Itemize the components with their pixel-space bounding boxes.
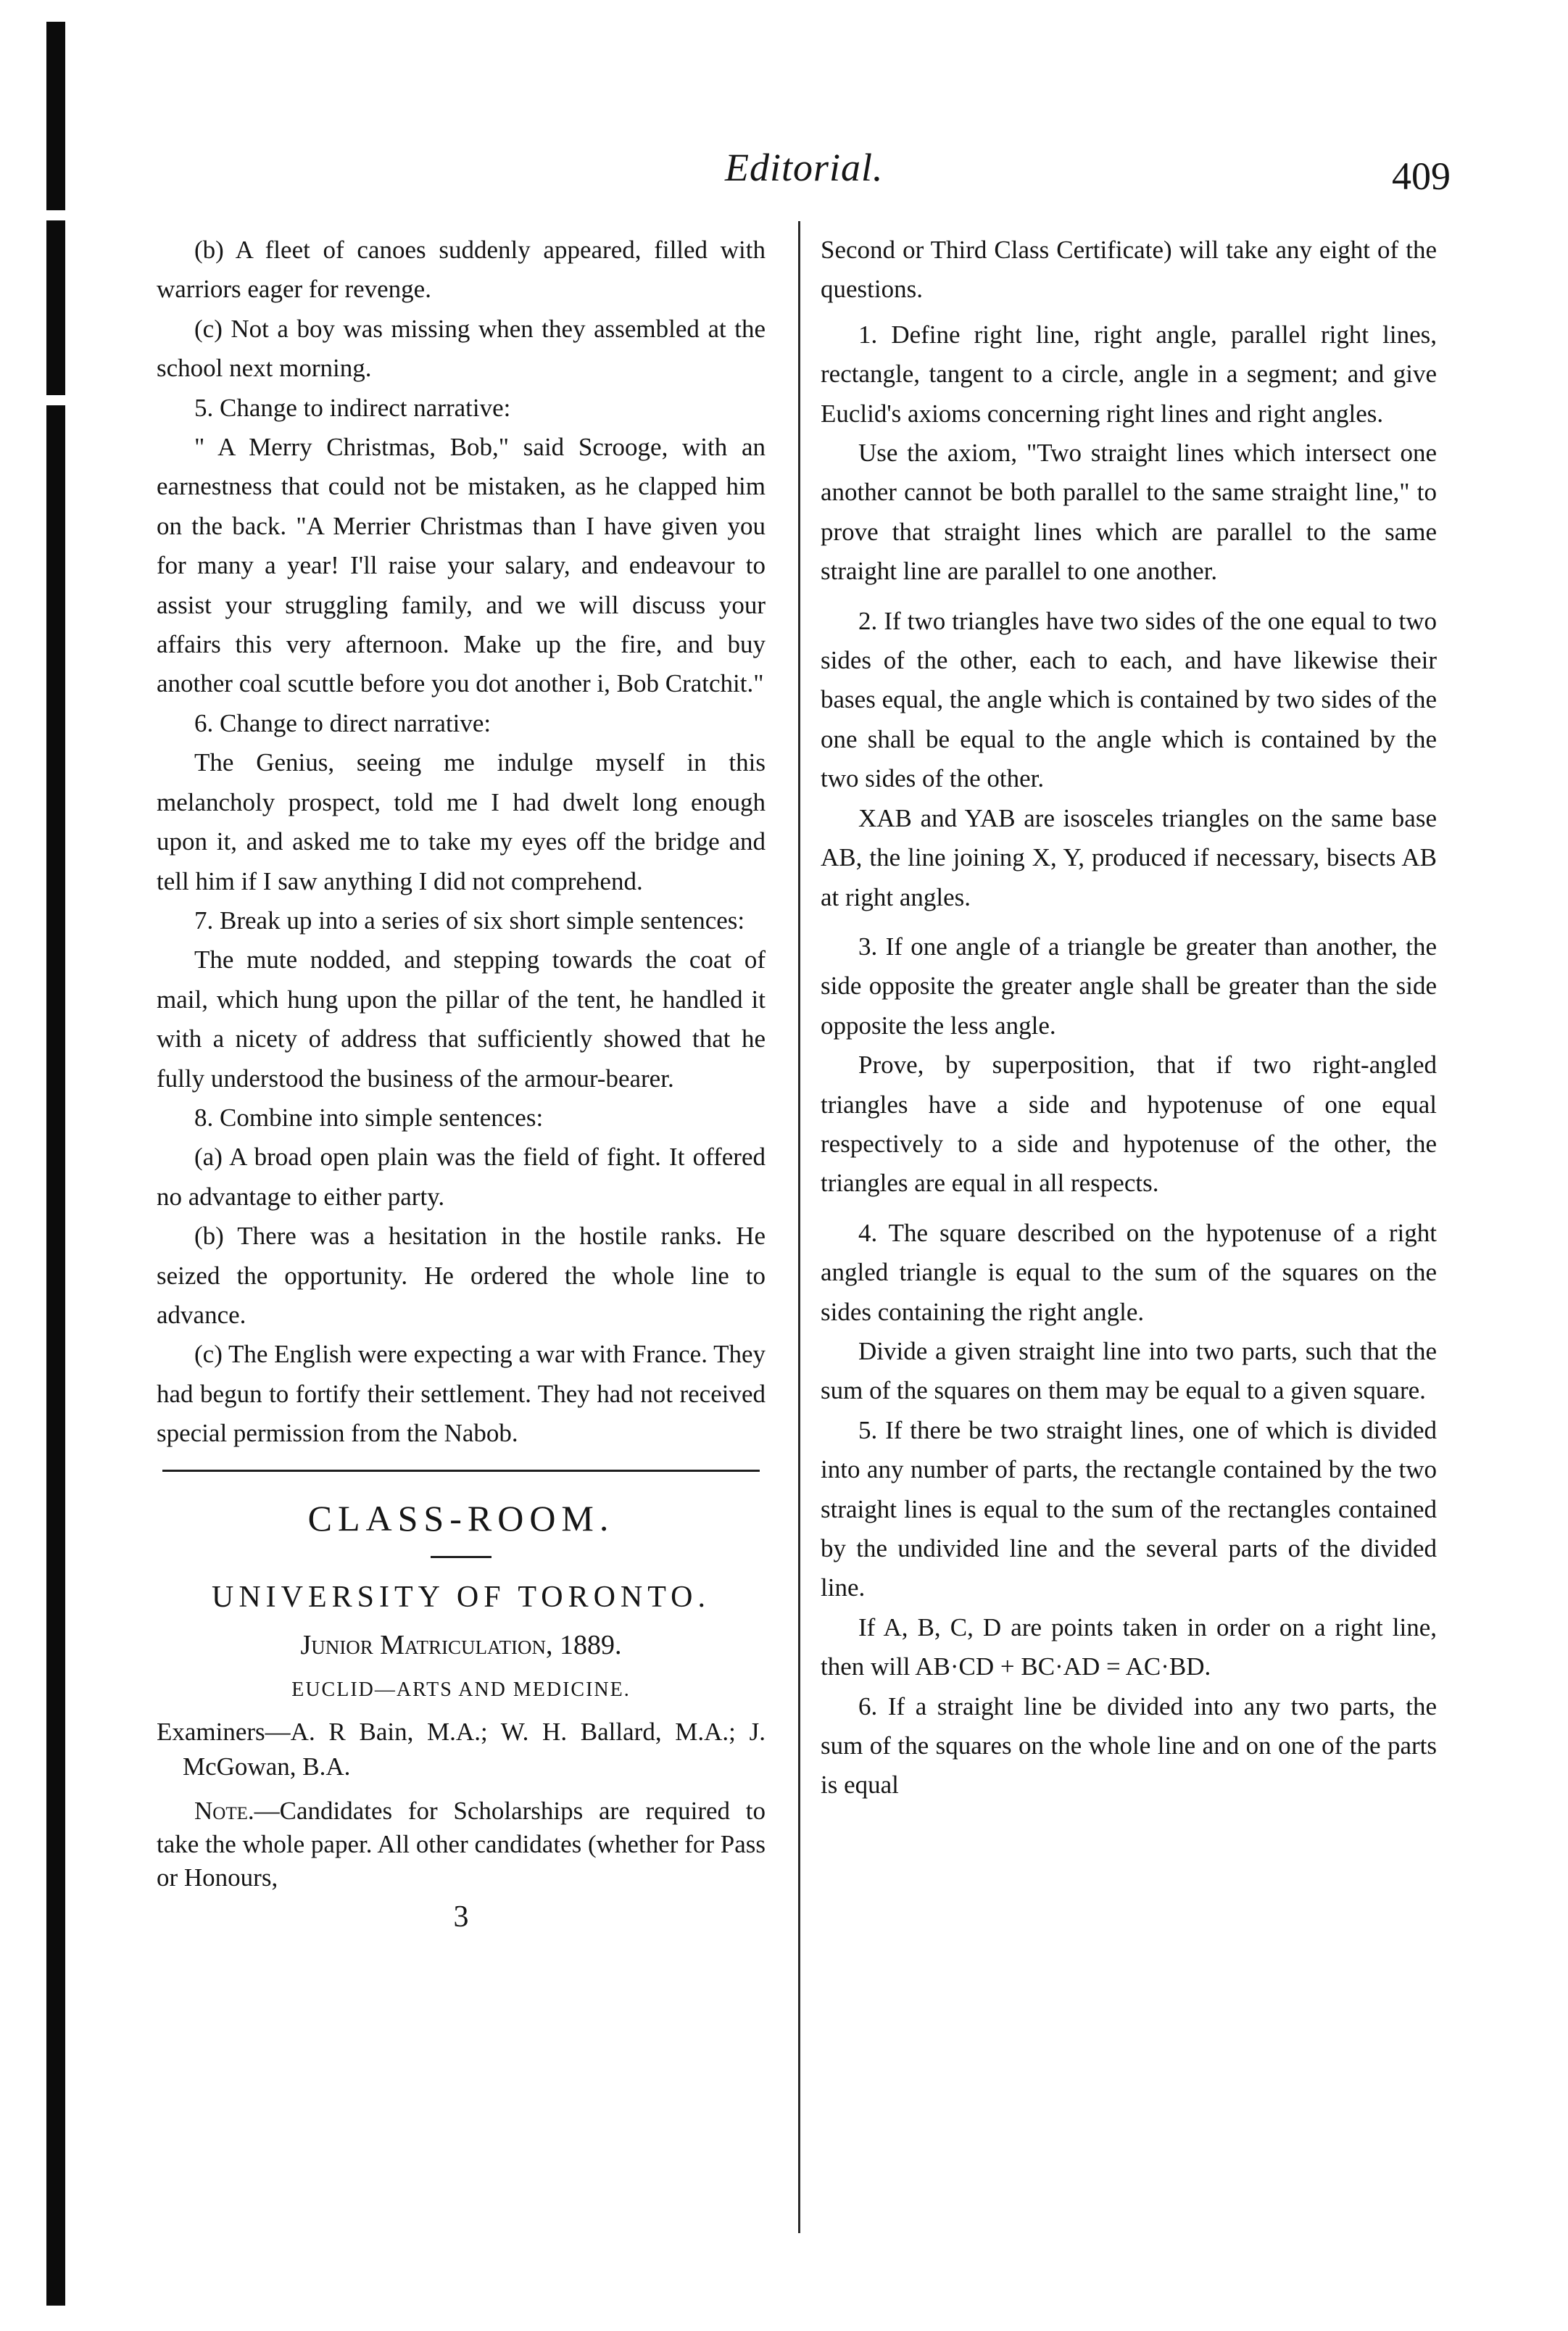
paragraph: " A Merry Christmas, Bob," said Scrooge, with an earnestness that could not be mistaken, as he clapped him on the back. "A Merrier Christmas than I have given you for many a year! I'll raise your salary, and endeavour to assist your struggling family, and we will discuss your affairs this very afternoon. Make up the fire, and buy another coal scuttle before you dot another i, Bob Cratchit." (157, 433, 766, 698)
paragraph: 6. If a straight line be divided into any two parts, the sum of the squares on the whole line and on one of the parts is equal (821, 1692, 1437, 1800)
subject-heading: EUCLID—ARTS AND MEDICINE. (291, 1678, 631, 1701)
paragraph: Second or Third Class Certificate) will take any eight of the questions. (821, 236, 1437, 304)
paragraph: XAB and YAB are isosceles triangles on the same base AB, the line joining X, Y, produced if necessary, bisects AB at right angles. (821, 803, 1437, 911)
note-label: Note. (194, 1796, 254, 1825)
paragraph: 8. Combine into simple sentences: (194, 1103, 544, 1132)
paragraph: 6. Change to direct narrative: (194, 708, 491, 737)
scan-edge-mark (45, 395, 67, 405)
examiners-line: Examiners—A. R Bain, M.A.; W. H. Ballard, M.A.; J. McGowan, B.A. (157, 1717, 766, 1781)
paragraph: (b) There was a hesitation in the hostile ranks. He seized the opportunity. He ordered the whole line to advance. (157, 1222, 766, 1329)
paragraph: 2. If two triangles have two sides of the one equal to two sides of the other, each to each, and have likewise their bases equal, the angle which is contained by two sides of the one shall be equal to the angle which is contained by the two sides of the other. (821, 606, 1437, 793)
paragraph: The mute nodded, and stepping towards the coat of mail, which hung upon the pillar of the tent, he handled it with a nicety of address that sufficiently showed that he fully understood the business of the armour-bearer. (157, 945, 766, 1093)
signature-folio: 3 (453, 1900, 469, 1934)
paragraph: Prove, by superposition, that if two right-angled triangles have a side and hypotenuse of one equal respectively to a side and hypotenuse of the other, the triangles are equal in all respects. (821, 1051, 1437, 1198)
paragraph: The Genius, seeing me indulge myself in this melancholy prospect, told me I had dwelt long enough upon it, and asked me to take my eyes off the bridge and tell him if I saw anything I did not comprehend. (157, 748, 766, 895)
paragraph: (b) A fleet of canoes suddenly appeared, filled with warriors eager for revenge. (157, 236, 766, 304)
paragraph: 5. Change to indirect narrative: (194, 393, 511, 422)
scan-edge-mark (45, 210, 67, 220)
left-column (157, 231, 766, 1937)
column-divider (798, 221, 800, 2233)
exam-heading: Junior Matriculation, 1889. (300, 1629, 622, 1660)
paragraph: 3. If one angle of a triangle be greater than another, the side opposite the greater angle shall be greater than the side opposite the less angle. (821, 932, 1437, 1040)
paragraph: (c) Not a boy was missing when they assembled at the school next morning. (157, 314, 766, 383)
scan-binding-edge (46, 22, 65, 2306)
heading-divider (431, 1556, 491, 1558)
university-heading: UNIVERSITY OF TORONTO. (212, 1580, 710, 1614)
paragraph: If A, B, C, D are points taken in order on a right line, then will AB·CD + BC·AD = AC·BD. (821, 1612, 1437, 1681)
paragraph: (a) A broad open plain was the field of fight. It offered no advantage to either party. (157, 1143, 766, 1211)
section-divider (162, 1470, 760, 1472)
paragraph: 4. The square described on the hypotenuse of a right angled triangle is equal to the sum of the squares on the sides containing the right angle. (821, 1218, 1437, 1326)
paragraph: 7. Break up into a series of six short simple sentences: (194, 906, 745, 935)
right-column (821, 231, 1437, 1805)
paragraph: Use the axiom, "Two straight lines which intersect one another cannot be both parallel to the same straight line," to prove that straight lines which are parallel to the same straight line are parallel to one another. (821, 439, 1437, 586)
running-title: Editorial. (725, 146, 884, 189)
paragraph: Divide a given straight line into two parts, such that the sum of the squares on them may be equal to a given square. (821, 1336, 1437, 1405)
paragraph: (c) The English were expecting a war with France. They had begun to fortify their settlement. They had not received special permission from the Nabob. (157, 1340, 766, 1448)
note-paragraph (157, 1794, 766, 1895)
page-number: 409 (1392, 154, 1451, 198)
paragraph: 5. If there be two straight lines, one of which is divided into any number of parts, the rectangle contained by the two straight lines is equal to the sum of the rectangles contained by the undivided line and the several parts of the divided line. (821, 1415, 1437, 1602)
note-text: —Candidates for Scholarships are required to take the whole paper. All other candidates (whether for Pass or Honours, (157, 1796, 766, 1892)
section-title: CLASS-ROOM. (307, 1497, 615, 1539)
paragraph: 1. Define right line, right angle, parallel right lines, rectangle, tangent to a circle, angle in a segment; and give Euclid's axioms concerning right lines and right angles. (821, 320, 1437, 428)
